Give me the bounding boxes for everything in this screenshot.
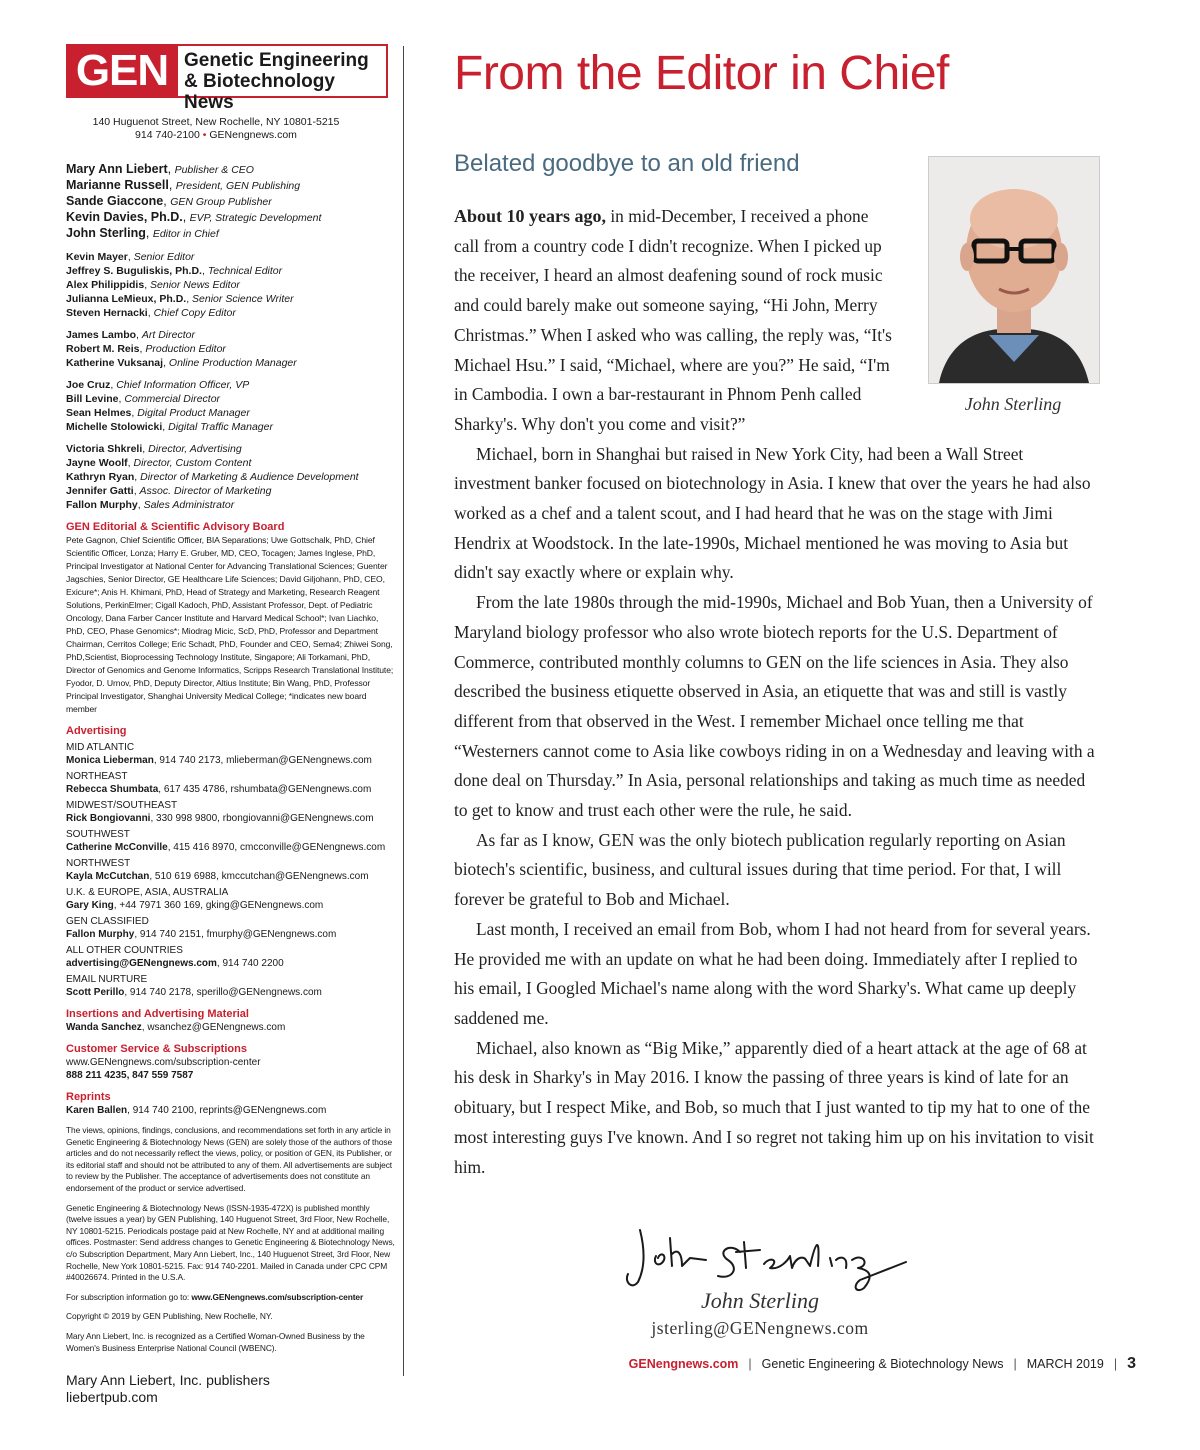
- advisory-board-title: GEN Editorial & Scientific Advisory Board: [66, 521, 285, 533]
- subscription-note: For subscription information go to: www.GENengnews.com/subscription-center: [66, 1291, 364, 1302]
- editorial-body: [454, 202, 1100, 1182]
- ad-contact: Gary King, +44 7971 360 169, gking@GENengnews.com: [66, 900, 324, 911]
- ad-contact: advertising@GENengnews.com, 914 740 2200: [66, 958, 284, 969]
- footer-issue: MARCH 2019: [1026, 1357, 1104, 1371]
- staff-row: Fallon Murphy, Sales Administrator: [66, 499, 235, 511]
- executive-role: Editor in Chief: [152, 228, 219, 240]
- staff-row: Katherine Vuksanaj, Online Production Manager: [66, 357, 297, 369]
- article-paragraph: From the late 1980s through the mid-1990s, Michael and Bob Yuan, then a University of Maryland biology professor who also wrote biotech reports for the U.S. Department of Commerce, contributed monthly columns to GEN on the life sciences in Asia. They also described the business etiquette observed in Asia, an etiquette that was and still is vastly different from that observed in the West. I remember Michael once telling me that “Westerners cannot come to Asia like cowboys riding in on a Wednesday and leaving with a done deal on Thursday.” In Asia, personal relationships and taking as much time as needed to get to know and trust each other were the rule, he said.: [454, 592, 1095, 821]
- signature-email[interactable]: jsterling@GENengnews.com: [651, 1318, 869, 1338]
- logo-abbr: GEN: [66, 44, 178, 98]
- advertising-title: Advertising: [66, 725, 127, 737]
- copyright: Copyright © 2019 by GEN Publishing, New Rochelle, NY.: [66, 1311, 273, 1322]
- footer-separator: |: [1013, 1357, 1017, 1371]
- staff-row: James Lambo, Art Director: [66, 329, 195, 341]
- ad-contact: Fallon Murphy, 914 740 2151, fmurphy@GENengnews.com: [66, 929, 337, 940]
- staff-row: Victoria Shkreli, Director, Advertising: [66, 443, 242, 455]
- advisory-board-text: Pete Gagnon, Chief Scientific Officer, BIA Separations; Uwe Gottschalk, PhD, Chief Scientific Officer, Lonza; Harry E. Gruber, MD, CEO, Tocagen; James Inglese, PhD, Principal Investigator at National Center for Advancing Translational Sciences; Guenter Jagschies, Senior Director, GE Healthcare Life Sciences; David Giljohann, PhD, CEO, Exicure*; Anis H. Khimani, PhD, Head of Strategy and Marketing, Research Reagent Solutions, PerkinElmer; Cigall Kadoch, PhD, Assistant Professor, Dept. of Pediatric Oncology, Dana Farber Cancer Institute and Harvard Medical School*; Ivan Liachko, PhD, CEO, Phase Genomics*; Miodrag Micic, ScD, PhD, Professor and Department Chairman, Cerritos College; Eric Schadt, PhD, Founder and CEO, Sema4; Zhiwei Song, PhD,Scientist, Bioprocessing Technology Institute, Singapore; Ali Torkamani, PhD, Director of Genomics and Genome Informatics, Scripps Research Translational Institute; Fyodor, D. Urnov, PhD, Deputy Director, Altius Institute; Bin Wang, PhD, Professor Principal Investigator, Shanghai University Medical College; *indicates new board member: [66, 535, 394, 714]
- executive-row: John Sterling, Editor in Chief: [66, 226, 219, 240]
- page-number: 3: [1127, 1355, 1136, 1372]
- handwritten-signature: [620, 1216, 920, 1296]
- subscription-note-url[interactable]: www.GENengnews.com/subscription-center: [191, 1291, 364, 1302]
- advertising-list: [66, 741, 396, 999]
- executive-row: Kevin Davies, Ph.D., EVP, Strategic Development: [66, 210, 322, 224]
- phone: 914 740-2100: [135, 129, 200, 141]
- ad-contact: Rick Bongiovanni, 330 998 9800, rbongiovanni@GENengnews.com: [66, 813, 374, 824]
- ad-region: NORTHEAST: [66, 771, 128, 782]
- insertions-contact: Wanda Sanchez, wsanchez@GENengnews.com: [66, 1022, 286, 1033]
- footer-publication: Genetic Engineering & Biotechnology News: [761, 1357, 1004, 1371]
- signature-name: John Sterling: [701, 1288, 819, 1313]
- article-paragraph: Last month, I received an email from Bob, whom I had not heard from for several years. He provided me with an update on what he had been doing. Immediately after I replied to his email, I Googled Michael's name along with the word Sharky's. What came up deeply saddened me.: [454, 918, 1091, 1028]
- customer-service-phones: 888 211 4235, 847 559 7587: [66, 1070, 194, 1081]
- staff-row: Jayne Woolf, Director, Custom Content: [66, 457, 252, 469]
- staff-row: Kevin Mayer, Senior Editor: [66, 251, 195, 263]
- article-headline: Belated goodbye to an old friend: [454, 150, 800, 177]
- disclaimer: The views, opinions, findings, conclusions, and recommendations set forth in any article in Genetic Engineering & Biotechnology News (GEN) are solely those of the authors of those articles and do not necessarily reflect the views, policy, or position of GEN, its Publisher, or its editorial staff and should not be attributed to any of them. All advertisements are subject to review by the Publisher. The acceptance of advertisements does not constitute an endorsement of the product or service advertised.: [66, 1125, 393, 1193]
- ad-region: U.K. & EUROPE, ASIA, AUSTRALIA: [66, 887, 229, 898]
- masthead-column: [66, 44, 396, 1406]
- lead-in: About 10 years ago,: [454, 206, 606, 226]
- article-paragraph: As far as I know, GEN was the only biotech publication regularly reporting on Asian biotech's scientific, business, and cultural issues during that time period. For that, I will forever be grateful to Bob and Michael.: [454, 829, 1066, 910]
- staff-row: Robert M. Reis, Production Editor: [66, 343, 226, 355]
- article-paragraph: Michael, born in Shanghai but raised in New York City, had been a Wall Street investment banker focused on biotechnology in Asia. I knew that over the years he had also worked as a chef and a talent scout, and I had heard that he was on the stage with Jimi Hendrix at Woodstock. In the late-1990s, Michael mentioned he was moving to Asia but didn't say exactly where or explain why.: [454, 443, 1091, 583]
- executive-name: Marianne Russell: [66, 178, 169, 192]
- staff-row: Jennifer Gatti, Assoc. Director of Marketing: [66, 485, 272, 497]
- staff-row: Kathryn Ryan, Director of Marketing & Audience Development: [66, 471, 359, 483]
- footer-separator: |: [748, 1357, 752, 1371]
- staff-row: Bill Levine, Commercial Director: [66, 393, 221, 405]
- staff-row: Joe Cruz, Chief Information Officer, VP: [66, 379, 250, 391]
- logo-name: [178, 44, 388, 113]
- ad-region: NORTHWEST: [66, 858, 131, 869]
- ad-contact: Monica Lieberman, 914 740 2173, mlieberman@GENengnews.com: [66, 755, 372, 766]
- staff-group-editorial: [66, 250, 396, 320]
- logo-line2: & Biotechnology News: [184, 71, 335, 113]
- executive-role: President, GEN Publishing: [175, 180, 301, 192]
- page-title: From the Editor in Chief: [454, 47, 949, 100]
- logo-line1: Genetic Engineering: [184, 50, 369, 71]
- article-paragraph: Michael, also known as “Big Mike,” apparently died of a heart attack at the age of 68 at his desk in Sharky's in May 2016. I know the passing of three years is kind of late for an obituary, but I respect Mike, and Bob, so much that I just wanted to tip my hat to one of the most interesting guys I've known. And I so regret not taking him up on his invitation to visit him.: [454, 1037, 1094, 1177]
- executive-row: Marianne Russell, President, GEN Publishing: [66, 178, 301, 192]
- ad-region: ALL OTHER COUNTRIES: [66, 945, 183, 956]
- footer-site-link[interactable]: GENengnews.com: [628, 1357, 739, 1371]
- reprints-contact: Karen Ballen, 914 740 2100, reprints@GENengnews.com: [66, 1105, 327, 1116]
- executives-list: [66, 162, 396, 242]
- column-divider: [403, 46, 404, 1376]
- executive-name: Sande Giaccone: [66, 194, 164, 208]
- customer-service-title: Customer Service & Subscriptions: [66, 1043, 247, 1055]
- subscription-url[interactable]: www.GENengnews.com/subscription-center: [66, 1057, 261, 1068]
- ad-contact: Kayla McCutchan, 510 619 6988, kmccutchan@GENengnews.com: [66, 871, 369, 882]
- staff-group-digital: [66, 378, 396, 434]
- ad-region: EMAIL NURTURE: [66, 974, 148, 985]
- staff-row: Alex Philippidis, Senior News Editor: [66, 279, 240, 291]
- site-link[interactable]: GENengnews.com: [209, 129, 297, 141]
- publisher-site[interactable]: liebertpub.com: [66, 1389, 158, 1406]
- ad-region: MID ATLANTIC: [66, 742, 135, 753]
- staff-row: Steven Hernacki, Chief Copy Editor: [66, 307, 236, 319]
- insertions-title: Insertions and Advertising Material: [66, 1008, 249, 1020]
- gen-logo[interactable]: [66, 44, 388, 113]
- ad-region: GEN CLASSIFIED: [66, 916, 149, 927]
- executive-role: GEN Group Publisher: [170, 196, 272, 208]
- ad-contact: Catherine McConville, 415 416 8970, cmcconville@GENengnews.com: [66, 842, 386, 853]
- executive-role: Publisher & CEO: [174, 164, 254, 176]
- staff-row: Sean Helmes, Digital Product Manager: [66, 407, 250, 419]
- executive-row: Mary Ann Liebert, Publisher & CEO: [66, 162, 254, 176]
- staff-row: Michelle Stolowicki, Digital Traffic Manager: [66, 421, 273, 433]
- executive-row: Sande Giaccone, GEN Group Publisher: [66, 194, 272, 208]
- publication-info: Genetic Engineering & Biotechnology News (ISSN-1935-472X) is published monthly (twelve issues a year) by GEN Publishing, 140 Huguenot Street, 3rd Floor, New Rochelle, NY 10801-5215. Periodicals postage paid at New Rochelle, NY and at additional mailing offices. Postmaster: Send address changes to Genetic Engineering & Biotechnology News, c/o Subscription Department, Mary Ann Liebert, Inc., 140 Huguenot Street, 3rd Floor, New Rochelle, New York 10801-5215. Fax: 914 740-2201. Mailed in Canada under CPC CPM #40026674. Printed in the U.S.A.: [66, 1202, 395, 1283]
- ad-region: SOUTHWEST: [66, 829, 130, 840]
- street-address: 140 Huguenot Street, New Rochelle, NY 10801-5215: [92, 116, 340, 128]
- staff-row: Jeffrey S. Buguliskis, Ph.D., Technical Editor: [66, 265, 283, 277]
- wbenc-note: Mary Ann Liebert, Inc. is recognized as a Certified Woman-Owned Business by the Women's Business Enterprise National Council (WBENC).: [66, 1330, 365, 1353]
- executive-name: Kevin Davies, Ph.D.: [66, 210, 183, 224]
- bullet-separator: •: [202, 129, 207, 141]
- ad-contact: Scott Perillo, 914 740 2178, sperillo@GENengnews.com: [66, 987, 322, 998]
- address-block: [66, 116, 366, 142]
- article-paragraph: About 10 years ago, in mid-December, I received a phone call from a country code I didn't recognize. When I picked up the receiver, I heard an almost deafening sound of rock music and could barely make out someone saying, “Hi John, Merry Christmas.” When I asked who was calling, the reply was, “It's Michael Hsu.” I said, “Michael, where are you?” He said, “I'm in Cambodia. I own a bar-restaurant in Phnom Penh called Sharky's. Why don't you come and visit?”: [454, 206, 892, 434]
- publisher-name: Mary Ann Liebert, Inc. publishers: [66, 1372, 270, 1389]
- executive-name: Mary Ann Liebert: [66, 162, 168, 176]
- executive-role: EVP, Strategic Development: [189, 212, 322, 224]
- page-footer: [629, 1355, 1136, 1373]
- ad-region: MIDWEST/SOUTHEAST: [66, 800, 178, 811]
- photo-caption: John Sterling: [964, 394, 1062, 414]
- footer-separator: |: [1113, 1357, 1118, 1371]
- reprints-title: Reprints: [66, 1091, 111, 1103]
- staff-group-production: [66, 328, 396, 370]
- executive-name: John Sterling: [66, 226, 146, 240]
- ad-contact: Rebecca Shumbata, 617 435 4786, rshumbata@GENengnews.com: [66, 784, 372, 795]
- publisher-footer: [66, 1372, 396, 1406]
- staff-row: Julianna LeMieux, Ph.D., Senior Science Writer: [66, 293, 294, 305]
- staff-group-marketing: [66, 442, 396, 512]
